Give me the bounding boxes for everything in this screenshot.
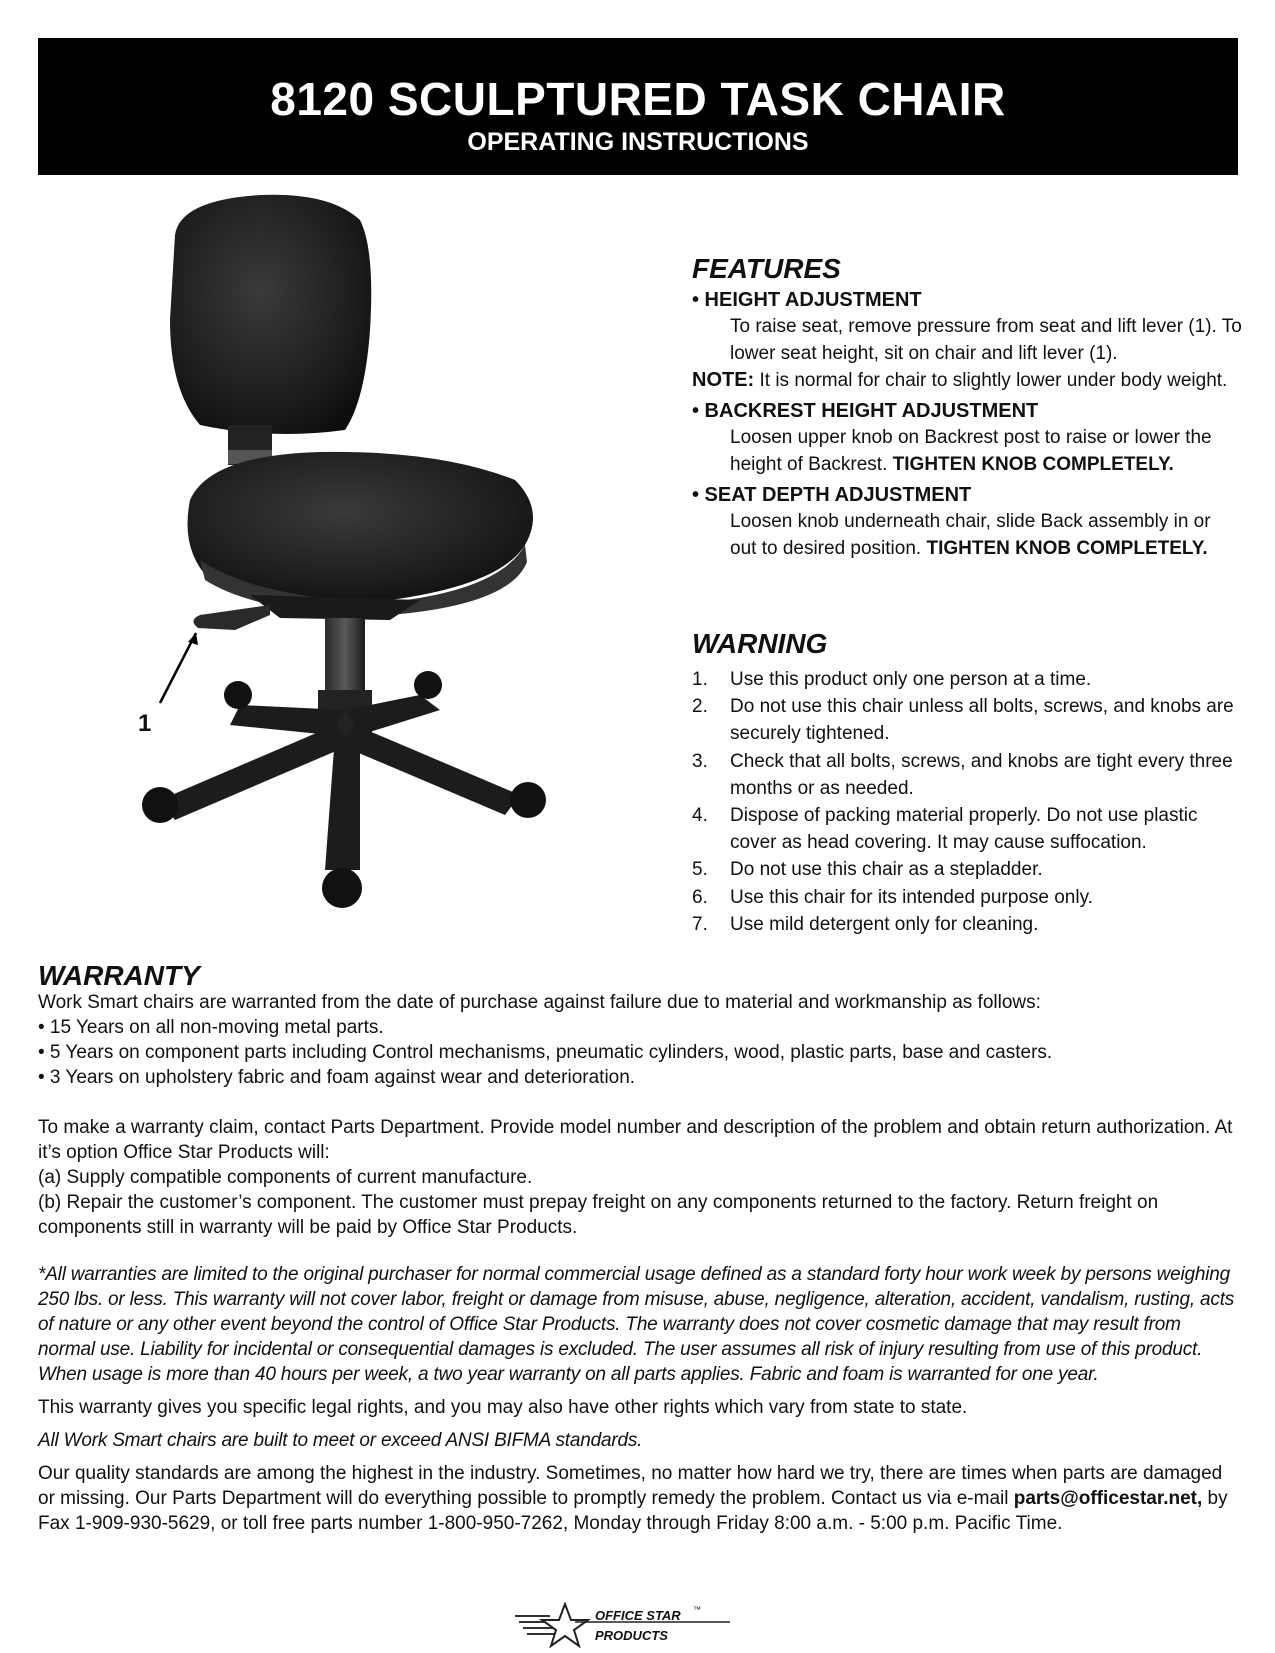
quality-text-1: Our quality standards are among the highest in the industry. Sometimes, no matter how hard we try, there are times when parts are damaged or missing. Our Parts Department will do everything possible to promptly remedy the problem. Contact us via e-mail	[38, 1463, 1223, 1509]
feature-text-height: To raise seat, remove pressure from seat and lift lever (1). To lower seat height, sit on chair and lift lever (1).	[730, 316, 1242, 364]
feature-text-seat-depth	[730, 508, 1242, 562]
parts-email-link[interactable]: parts@officestar.net,	[1013, 1488, 1203, 1509]
list-number: 3.	[692, 750, 708, 772]
list-item	[692, 693, 1242, 747]
list-text: Use this product only one person at a time.	[730, 669, 1092, 690]
list-number: 2.	[692, 696, 708, 718]
warranty-intro: Work Smart chairs are warranted from the date of purchase against failure due to material and workmanship as follows:	[38, 992, 1041, 1013]
logo-line2: PRODUCTS	[595, 1628, 668, 1643]
lever-callout-number: 1	[138, 710, 152, 737]
warranty-bullet: • 15 Years on all non-moving metal parts.	[38, 1017, 384, 1038]
warranty-heading: WARRANTY	[38, 960, 200, 991]
note-text: It is normal for chair to slightly lower under body weight.	[759, 370, 1228, 391]
warning-list	[692, 666, 1242, 938]
chair-image	[120, 190, 600, 960]
warning-section	[692, 630, 1242, 938]
note-label: NOTE:	[692, 369, 755, 391]
feature-emphasis-backrest: TIGHTEN KNOB COMPLETELY.	[892, 454, 1174, 475]
warranty-section	[38, 962, 1238, 1536]
office-star-logo	[515, 1602, 755, 1648]
feature-title-seat-depth: • SEAT DEPTH ADJUSTMENT	[692, 484, 972, 506]
logo-line1: OFFICE STAR	[595, 1608, 681, 1623]
logo-tm: ™	[693, 1605, 701, 1614]
list-item	[692, 748, 1242, 802]
list-item	[692, 884, 1242, 911]
list-item	[692, 666, 1242, 693]
ansi-statement: All Work Smart chairs are built to meet or exceed ANSI BIFMA standards.	[38, 1430, 643, 1451]
feature-body-seat-depth: Loosen knob underneath chair, slide Back assembly in or out to desired position.	[730, 511, 1211, 559]
feature-body-backrest: Loosen upper knob on Backrest post to raise or lower the height of Backrest.	[730, 427, 1212, 475]
warranty-bullet: • 5 Years on component parts including Control mechanisms, pneumatic cylinders, wood, plastic parts, base and casters.	[38, 1042, 1053, 1063]
list-text: Use mild detergent only for cleaning.	[730, 913, 1039, 935]
star-logo-icon	[515, 1602, 755, 1648]
warranty-claim-a: (a) Supply compatible components of current manufacture.	[38, 1167, 533, 1188]
list-item	[692, 856, 1242, 883]
features-section	[692, 255, 1242, 562]
list-text: Do not use this chair unless all bolts, screws, and knobs are securely tightened.	[730, 696, 1234, 745]
page-title: 8120 SCULPTURED TASK CHAIR	[270, 73, 1006, 125]
warning-heading: WARNING	[692, 628, 828, 659]
warranty-fine-print: *All warranties are limited to the original purchaser for normal commercial usage defined as a standard forty hour work week by persons weighing 250 lbs. or less. This warranty will not cover labor, freight or damage from misuse, abuse, negligence, alteration, accident, vandalism, rusting, acts of nature or any other event beyond the control of Office Star Products. The warranty does not cover cosmetic damage that may result from normal use. Liability for incidental or consequential damages is excluded. The user assumes all risk of injury resulting from use of this product. When usage is more than 40 hours per week, a two year warranty on all parts applies. Fabric and foam is warranted for one year.	[38, 1264, 1235, 1385]
warranty-claim-b: (b) Repair the customer’s component. The customer must prepay freight on any components returned to the factory. Return freight on components still in warranty will be paid by Office Star Products.	[38, 1192, 1159, 1238]
chair-illustration	[120, 190, 600, 960]
list-number: 1.	[692, 669, 708, 690]
warranty-claim: To make a warranty claim, contact Parts Department. Provide model number and description of the problem and obtain return authorization. At it’s option Office Star Products will:	[38, 1117, 1233, 1163]
list-number: 4.	[692, 805, 708, 827]
list-text: Check that all bolts, screws, and knobs are tight every three months or as needed.	[730, 750, 1233, 799]
list-text: Dispose of packing material properly. Do not use plastic cover as head covering. It may cause suffocation.	[730, 805, 1198, 854]
features-heading: FEATURES	[692, 253, 841, 284]
page-header	[38, 38, 1238, 175]
quality-text-2: by Fax 1-909-930-5629, or toll free parts number 1-800-950-7262, Monday through Friday 8:00 a.m. - 5:00 p.m. Pacific Time.	[38, 1488, 1228, 1534]
list-text: Do not use this chair as a stepladder.	[730, 859, 1043, 881]
warranty-rights: This warranty gives you specific legal rights, and you may also have other rights which vary from state to state.	[38, 1397, 968, 1418]
list-text: Use this chair for its intended purpose only.	[730, 886, 1093, 908]
list-item	[692, 911, 1242, 938]
list-number: 5.	[692, 859, 708, 881]
quality-statement	[38, 1461, 1238, 1536]
feature-title-backrest: • BACKREST HEIGHT ADJUSTMENT	[692, 400, 1039, 422]
page-subtitle: OPERATING INSTRUCTIONS	[467, 128, 809, 156]
feature-text-backrest	[730, 424, 1242, 478]
warranty-bullet: • 3 Years on upholstery fabric and foam against wear and deterioration.	[38, 1067, 636, 1088]
list-number: 7.	[692, 913, 708, 935]
list-number: 6.	[692, 886, 708, 908]
feature-title-height: • HEIGHT ADJUSTMENT	[692, 289, 922, 311]
note-line	[692, 367, 1242, 394]
list-item	[692, 802, 1242, 856]
feature-emphasis-seat-depth: TIGHTEN KNOB COMPLETELY.	[926, 538, 1208, 559]
